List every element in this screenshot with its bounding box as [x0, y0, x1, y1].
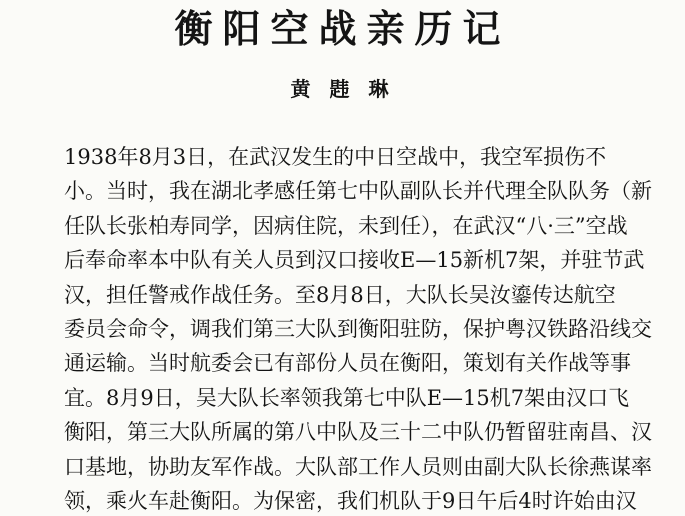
text-line: 口基地，协助友军作战。大队部工作人员则由副大队长徐燕谋率: [64, 454, 652, 479]
text-line: 任队长张柏寿同学，因病住院，未到任），在武汉“八·三”空战: [64, 213, 628, 238]
text-line: 宜。8月9日，吴大队长率领我第七中队E—15机7架由汉口飞: [64, 385, 630, 410]
text-line: 小。当时，我在湖北孝感任第七中队副队长并代理全队队务（新: [64, 179, 652, 204]
text-line: 领，乘火车赴衡阳。为保密，我们机队于9日午后4时许始由汉: [64, 488, 637, 513]
text-line: 衡阳，第三大队所属的第八中队及三十二中队仍暂留驻南昌、汉: [64, 420, 652, 445]
body-text: [64, 140, 664, 516]
text-line: 1938年8月3日，在武汉发生的中日空战中，我空军损伤不: [64, 145, 607, 169]
author-name: 黄 韪 琳: [290, 77, 395, 101]
text-line: 汉，担任警戒作战任务。至8月8日，大队长吴汝鎏传达航空: [64, 282, 616, 307]
text-line: 后奉命率本中队有关人员到汉口接收E—15新机7架，并驻节武: [64, 248, 645, 273]
document-title: 衡阳空战亲历记: [174, 6, 511, 51]
text-line: 通运输。当时航委会已有部份人员在衡阳，策划有关作战等事: [64, 351, 631, 376]
text-line: 委员会命令，调我们第三大队到衡阳驻防，保护粤汉铁路沿线交: [64, 316, 652, 341]
